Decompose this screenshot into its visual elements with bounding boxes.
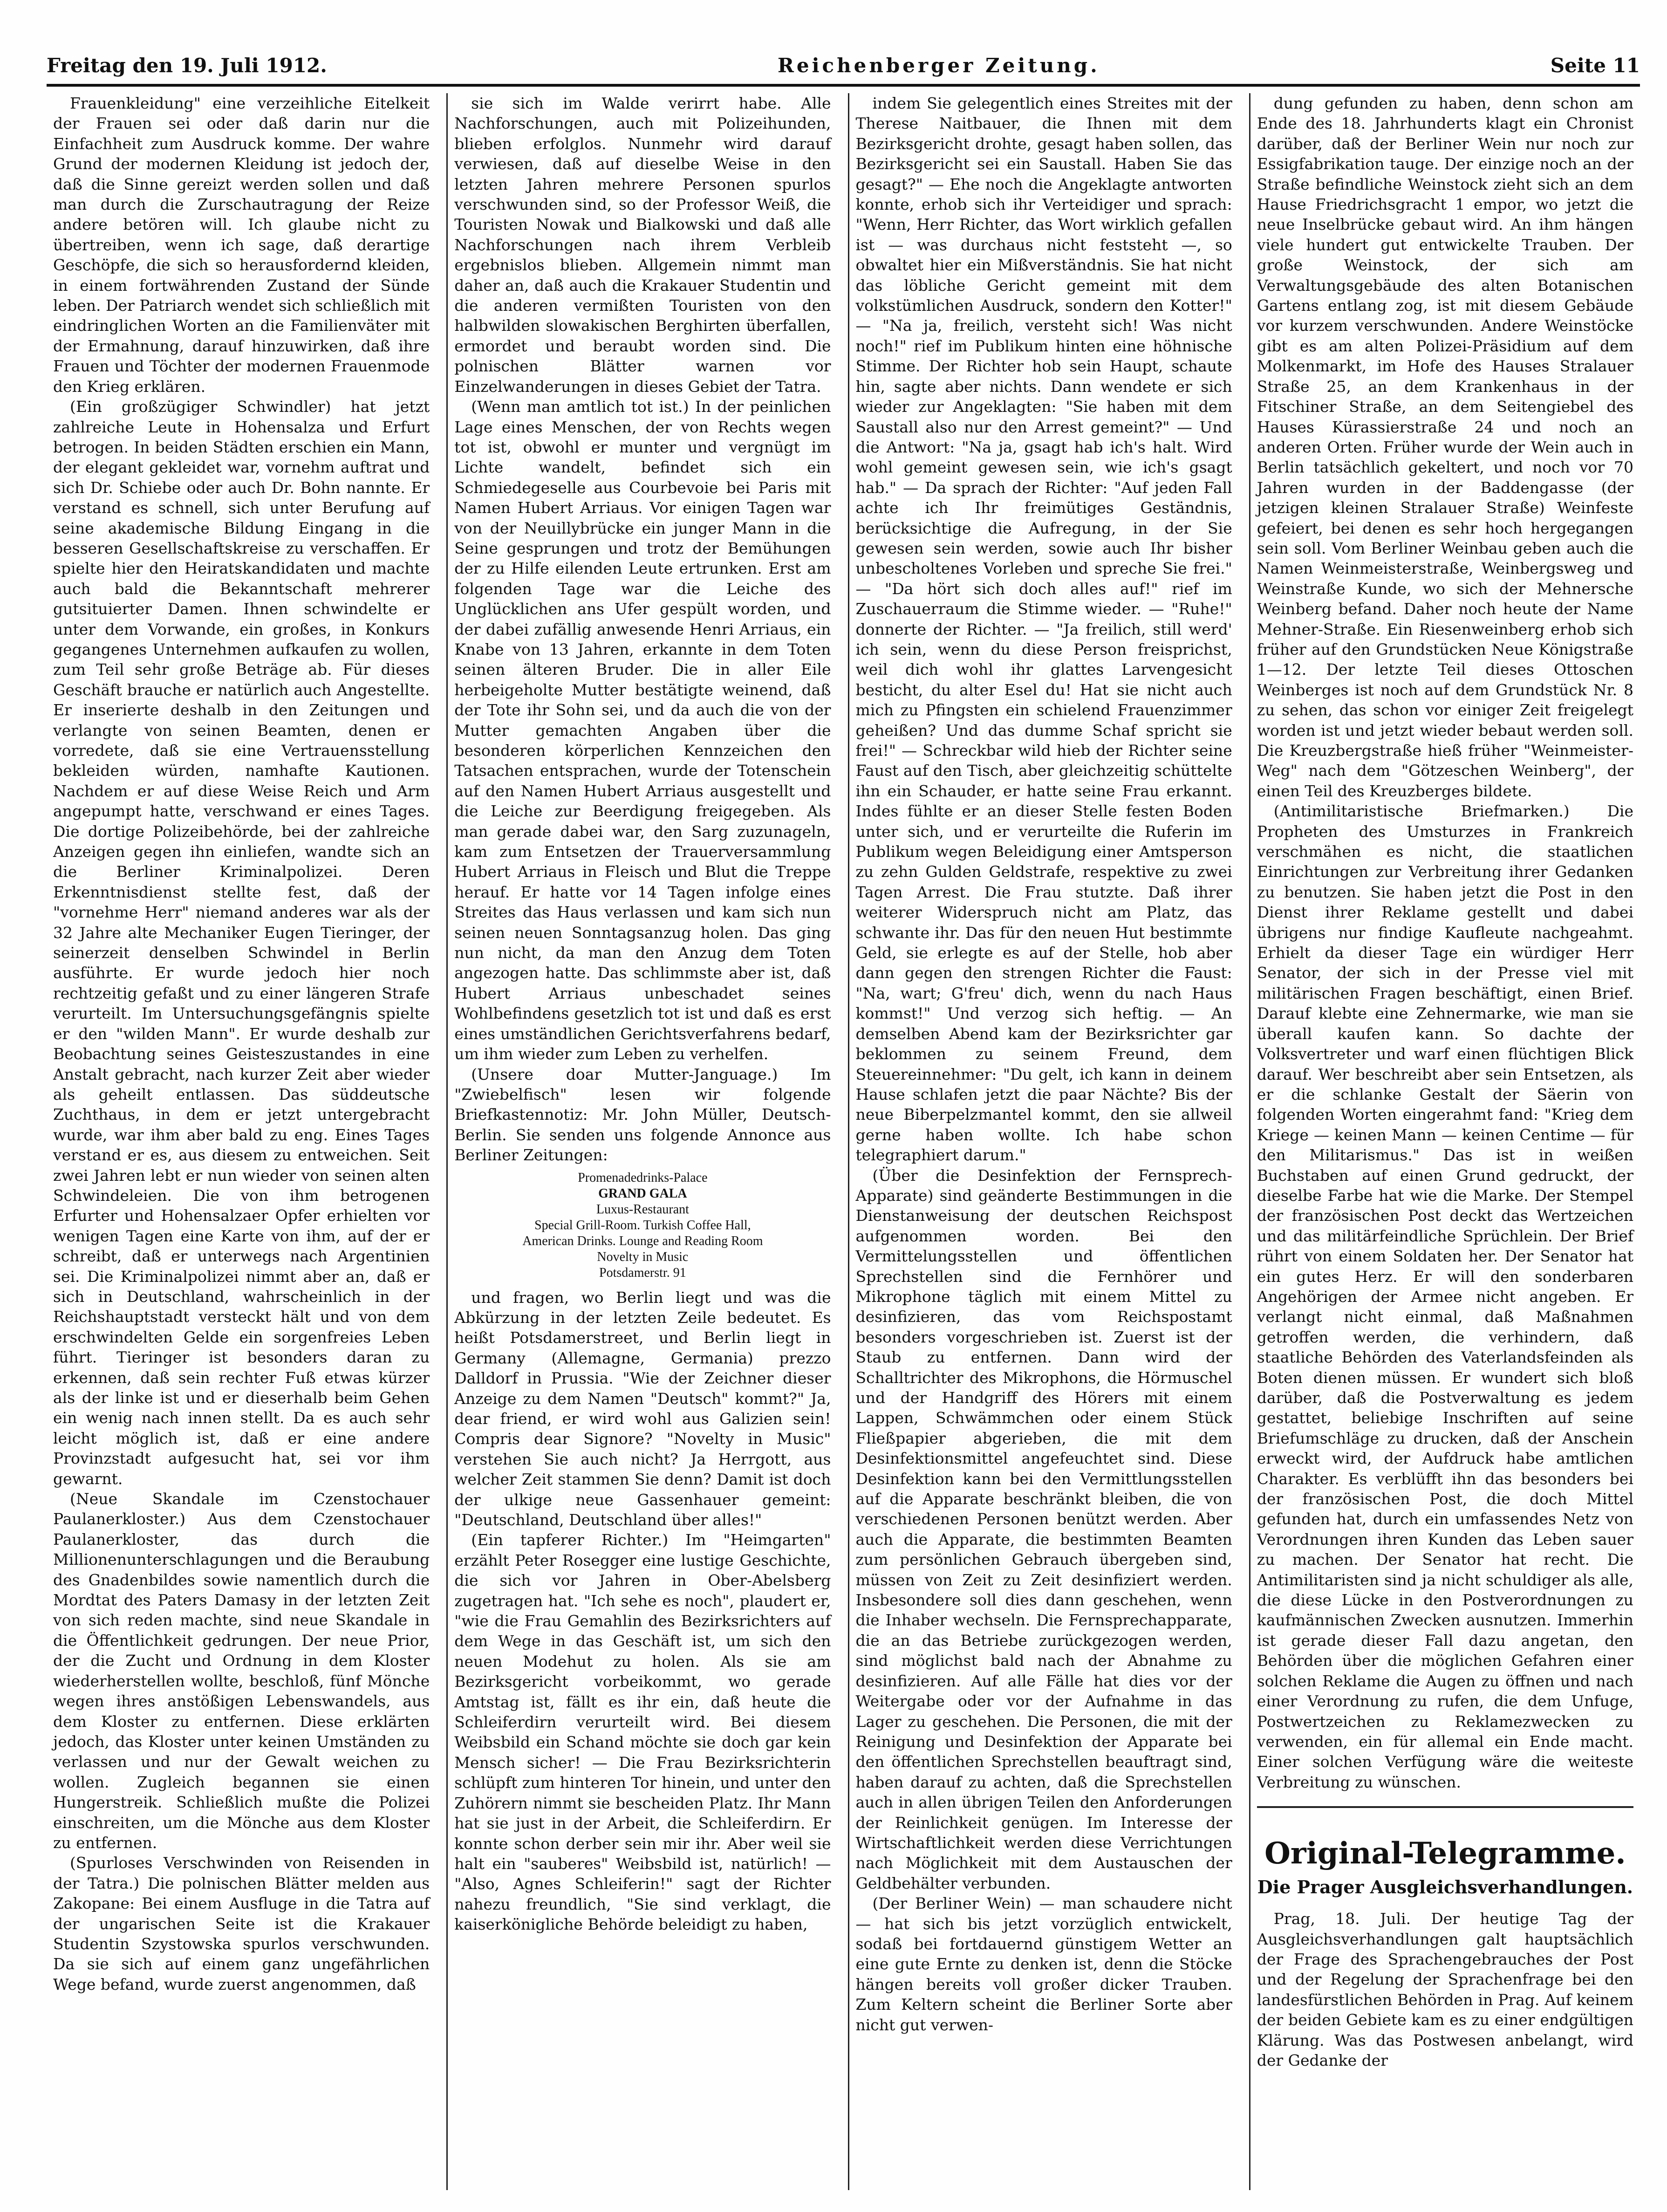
article-paragraph: (Neue Skandale im Czenstochauer Paulanerkloster.) Aus dem Czenstochauer Paulanerkloster, das durch die Millionenunterschlagungen und die Beraubung des Gnadenbildes sowie namentlich durch die Mordtat des Paters Damasy in der letzten Zeit von sich reden machte, sind neue Skandale in die Öffentlichkeit gedrungen. Der neue Prior, der die Zucht und Ordnung in dem Kloster wiederherstellen wollte, beschloß, fünf Mönche wegen ihres anstößigen Lebenswandels, aus dem Kloster zu entfernen. Diese erklärten jedoch, das Kloster unter keinen Umständen zu verlassen und nur der Gewalt weichen zu wollen. Zugleich begannen sie einen Hungerstreik. Schließlich mußte die Polizei einschreiten, um die Mönche aus dem Kloster zu entfernen. — [53, 1490, 430, 1852]
header-masthead: Reichenberger Zeitung. — [777, 54, 1100, 77]
column-2 — [446, 93, 837, 2190]
article-paragraph: Frauenkleidung" eine verzeihliche Eitelkeit der Frauen sei oder daß darin nur die Einfachheit zum Ausdruck komme. Der wahre Grund der modernen Kleidung ist jedoch der, daß die Sinne gereizt werden sollen und daß man durch die Zurschautragung der Reize andere betören will. Ich glaube nicht zu übertreiben, wenn ich sage, daß derartige Geschöpfe, die sich so herausfordernd kleiden, in einem fortwährenden Zustand der Sünde leben. Der Patriarch wendet sich schließlich mit eindringlichen Worten an die Familienväter mit der Ermahnung, darauf hinzuwirken, daß ihre Frauen und Töchter der modernen Frauenmode den Krieg erklären. — [53, 94, 430, 396]
section-title: Original-Telegramme. — [1264, 1836, 1626, 1871]
ad-line: Potsdamerstr. 91 — [599, 1265, 686, 1280]
ad-line: Novelty in Music — [597, 1249, 689, 1264]
header-date: Freitag den 19. Juli 1912. — [47, 54, 327, 77]
article-columns — [47, 93, 1640, 2190]
article-paragraph: (Über die Desinfektion der Fernsprech-Apparate) sind geänderte Bestimmungen in die Dienstanweisung der deutschen Reichspost aufgenommen worden. Bei den Vermittelungsstellen und öffentlichen Sprechstellen sind die Fernhörer und Mikrophone täglich mit einem Mittel zu desinfizieren, das vom Reichspostamt besonders vorgeschrieben ist. Zuerst ist der Staub zu entfernen. Dann wird der Schalltrichter des Mikrophons, die Hörmuschel und der Handgriff des Hörers mit einem Lappen, Schwämmchen oder einem Stück Fließpapier abgerieben, die mit dem Desinfektionsmittel angefeuchtet sind. Diese Desinfektion kann bei den Vermittlungsstellen auf die Apparate beschränkt bleiben, die von verschiedenen Personen benützt werden. Aber auch die Apparate, die bestimmten Beamten zum persönlichen Gebrauch übergeben sind, müssen von Zeit zu Zeit desinfiziert werden. Insbesondere soll dies dann geschehen, wenn die Inhaber wechseln. Die Fernsprechapparate, die an das Betriebe zurückgezogen werden, sind möglichst bald nach der Abnahme zu desinfizieren. Auf alle Fälle hat dies vor der Weitergabe oder vor der Aufnahme in das Lager zu geschehen. Die Personen, die mit der Reinigung und Desinfektion der Apparate bei den öffentlichen Sprechstellen beauftragt sind, haben darauf zu achten, daß die Sprechstellen auch in allen übrigen Teilen den Anforderungen der Reinlichkeit genügen. Im Interesse der Wirtschaftlichkeit werden diese Verrichtungen nach Möglichkeit mit dem Austauschen der Geldbehälter verbunden. — [855, 1166, 1232, 1892]
article-paragraph: Prag, 18. Juli. Der heutige Tag der Ausgleichsverhandlungen galt hauptsächlich der Frage des Sprachengebrauches der Post und der Regelung der Sprachenfrage bei den landesfürstlichen Behörden in Prag. Auf keinem der beiden Gebiete kam es zu einer endgültigen Klärung. Was das Postwesen anbelangt, wird der Gedanke der — [1257, 1910, 1633, 2069]
ad-line: Promenadedrinks-Palace — [578, 1170, 708, 1185]
article-paragraph: und fragen, wo Berlin liegt und was die Abkürzung in der letzten Zeile bedeutet. Es heißt Potsdamerstreet, und Berlin liegt in Germany (Allemagne, Germania) prezzo Dalldorf in Prussia. "Wie der Zeichner dieser Anzeige zu dem Namen "Deutsch" kommt?" Ja, dear friend, er wird wohl aus Galizien sein! Compris dear Signore? "Novelty in Music" verstehen Sie auch nicht? Ja Herrgott, aus welcher Zeit stammen Sie denn? Damit ist doch der ulkige neue Gassenhauer gemeint: "Deutschland, Deutschland über alles!" — [454, 1288, 831, 1529]
section-divider — [1257, 1806, 1633, 1808]
advertisement-box — [473, 1170, 812, 1281]
article-paragraph: (Spurloses Verschwinden von Reisenden in der Tatra.) Die polnischen Blätter melden aus Zakopane: Bei einem Ausfluge in die Tatra auf der ungarischen Seite ist die Krakauer Studentin Szystowska spurlos verschwunden. Da sie sich auf einem ganz ungefährlichen Wege befand, wurde zuerst angenommen, daß — [53, 1854, 430, 1993]
section-subtitle: Die Prager Ausgleichsverhandlungen. — [1257, 1876, 1633, 1898]
ad-line: American Drinks. Lounge and Reading Room — [522, 1233, 763, 1248]
column-4 — [1249, 93, 1640, 2190]
article-paragraph: (Der Berliner Wein) — man schaudere nicht — hat sich bis jetzt vorzüglich entwickelt, sodaß bei fortdauernd günstigem Wetter an eine gute Ernte zu denken ist, denn die Stöcke hängen bereits voll großer dicker Trauben. Zum Keltern scheint die Berliner Sorte aber nicht gut verwen- — [855, 1894, 1232, 2034]
article-paragraph: (Ein tapferer Richter.) Im "Heimgarten" erzählt Peter Rosegger eine lustige Geschichte, die sich vor Jahren in Ober-Abelsberg zugetragen hat. "Ich sehe es noch", plaudert er, "wie die Frau Gemahlin des Bezirksrichters auf dem Wege in das Geschäft ist, um sich den neuen Modehut zu holen. Als sie am Bezirksgericht vorbeikommt, wo gerade Amtstag ist, fällt es ihr ein, daß heute die Schleiferdirn verurteilt wird. Bei diesem Weibsbild ein Schand möchte sie doch gar kein Mensch sicher! — Die Frau Bezirksrichterin schlüpft zum hinteren Tor hinein, und unter den Zuhörern nimmt sie bescheiden Platz. Ihr Mann hat sie just in der Arbeit, die Schleiferdirn. Er konnte schon derber sein mir ihr. Aber weil sie halt ein "sauberes" Weibsbild ist, natürlich! — "Also, Agnes Schleiferin!" sagt der Richter nahezu freundlich, "Sie sind verklagt, die kaiserkönigliche Behörde beleidigt zu haben, — [454, 1531, 831, 1934]
article-paragraph: indem Sie gelegentlich eines Streites mit der Therese Naitbauer, die Ihnen mit dem Bezirksgericht drohte, gesagt haben sollen, das Bezirksgericht sei ein Saustall. Haben Sie das gesagt?" — Ehe noch die Angeklagte antworten konnte, erhob sich ihr Verteidiger und sprach: "Wenn, Herr Richter, das Wort wirklich gefallen ist — was durchaus nicht feststeht —, so obwaltet hier ein Mißverständnis. Sie hat nicht das löbliche Gericht gemeint mit dem volkstümlichen Ausdruck, sondern den Kotter!" — "Na ja, freilich, versteht sich! Was nicht noch!" rief im Publikum hinten eine höhnische Stimme. Der Richter hob sein Haupt, schaute hin, sagte aber nichts. Dann wendete er sich wieder zur Angeklagten: "Sie haben mit dem Saustall also nur den Arrest gemeint?" — Und die Antwort: "Na ja, gsagt hab ich's halt. Wird wohl gemeint gewesen sein, wie ich's gsagt hab." — Da sprach der Richter: "Auf jeden Fall achte ich Ihr freimütiges Geständnis, berücksichtige die Aufregung, in der Sie gewesen sein werden, sowie auch Ihr bisher unbescholtenes Vorleben und spreche Sie frei." — "Da hört sich doch alles auf!" rief im Zuschauerraum die Stimme wieder. — "Ruhe!" donnerte der Richter. — "Ja freilich, still werd' ich sein, wenn du diese Person freisprichst, weil dich wohl ihr glattes Larvengesicht besticht, du alter Esel du! Hat sie nicht auch mich zu Pfingsten ein schielend Frauenzimmer geheißen? Und das dumme Schaf spricht sie frei!" — Schreckbar wild hieb der Richter seine Faust auf den Tisch, aber gleichzeitig schüttelte ihn ein Schauder, er hatte seine Frau erkannt. Indes fühlte er an dieser Stelle festen Boden unter sich, und er verurteilte die Ruferin im Publikum wegen Beleidigung einer Amtsperson zu zehn Gulden Geldstrafe, respektive zu zwei Tagen Arrest. Die Frau stutzte. Daß ihrer weiterer Widerspruch nicht am Platz, das schwante ihr. Das für den neuen Hut bestimmte Geld, sie erlegte es auf der Stelle, hob aber dann gegen den strengen Richter die Faust: "Na, wart; G'freu' dich, wenn du nach Haus kommst!" Und verzog sich heftig. — An demselben Abend kam der Bezirksrichter gar beklommen zu seinem Freund, dem Steuereinnehmer: "Du gelt, ich kann in deinem Hause schlafen jetzt die paar Nächte? Bis der neue Biberpelzmantel kommt, den sie allweil gerne haben wollte. Ich habe schon telegraphiert darum." — [855, 94, 1232, 1164]
column-3 — [848, 93, 1239, 2190]
article-paragraph: dung gefunden zu haben, denn schon am Ende des 18. Jahrhunderts klagt ein Chronist darüber, daß der Berliner Wein nur noch zur Essigfabrikation tauge. Der einzige noch an der Straße befindliche Weinstock zieht sich an dem Hause Friedrichsgracht 1 empor, wo jetzt die neue Inselbrücke gebaut wird. An ihm hängen viele hundert gut entwickelte Trauben. Der große Weinstock, der sich am Verwaltungsgebäude des alten Botanischen Gartens entlang zog, ist mit diesem Gebäude vor kurzem verschwunden. Andere Weinstöcke gibt es am alten Polizei-Präsidium auf dem Molkenmarkt, im Hofe des Hauses Stralauer Straße 25, an dem Krankenhaus in der Fitschiner Straße, an dem Seitengiebel des Hauses Kürassierstraße 24 und noch an anderen Orten. Früher wurde der Wein auch in Berlin tatsächlich gekeltert, und noch vor 70 Jahren wurden in der Baddengasse (der jetzigen kleinen Stralauer Straße) Weinfeste gefeiert, bei denen es sehr hoch hergegangen sein soll. Vom Berliner Weinbau geben auch die Namen Weinmeisterstraße, Weinbergsweg und Weinstraße Kunde, wo sich der Mehnersche Weinberg befand. Daher noch heute der Name Mehner-Straße. Ein Riesenweinberg erhob sich früher auf den Grundstücken Neue Königstraße 1—12. Der letzte Teil dieses Ottoschen Weinberges ist noch auf dem Grundstück Nr. 8 zu sehen, das schon vor einiger Zeit freigelegt worden ist und jetzt wieder bebaut werden soll. Die Kreuzbergstraße hieß früher "Weinmeister-Weg" nach dem "Götzeschen Weinberg", der einen Teil des Kreuzberges bildete. — [1257, 94, 1633, 800]
ad-line: Luxus-Restaurant — [596, 1202, 689, 1217]
article-paragraph: (Ein großzügiger Schwindler) hat jetzt zahlreiche Leute in Hohensalza und Erfurt betrogen. In beiden Städten erschien ein Mann, der elegant gekleidet war, vornehm auftrat und sich Dr. Schiebe oder auch Dr. Bohn nannte. Er verstand es schnell, sich unter Berufung auf seine akademische Bildung Eingang in die besseren Gesellschaftskreise zu verschaffen. Er spielte hier den Heiratskandidaten und machte auch bald die Bekanntschaft mehrerer gutsituierter Damen. Ihnen schwindelte er unter dem Vorwande, ein großes, in Konkurs gegangenes Unternehmen aufkaufen zu wollen, zum Teil sehr große Beträge ab. Für dieses Geschäft brauche er natürlich auch Angestellte. Er inserierte deshalb in den Zeitungen und verlangte von seinen Beamten, denen er vorredete, daß sie eine Vertrauensstellung bekleiden würden, namhafte Kautionen. Nachdem er auf diese Weise Reich und Arm angepumpt hatte, verschwand er eines Tages. Die dortige Polizeibehörde, bei der zahlreiche Anzeigen gegen ihn einliefen, wandte sich an die Berliner Kriminalpolizei. Deren Erkenntnisdienst stellte fest, daß der "vornehme Herr" niemand anderes war als der 32 Jahre alte Mechaniker Eugen Tieringer, der seinerzeit denselben Schwindel in Berlin ausführte. Er wurde jedoch hier noch rechtzeitig gefaßt und zu einer längeren Strafe verurteilt. Im Untersuchungsgefängnis spielte er den "wilden Mann". Er wurde deshalb zur Beobachtung seines Geisteszustandes in eine Anstalt gebracht, nach kurzer Zeit aber wieder als geheilt entlassen. Das süddeutsche Zuchthaus, in dem er jetzt untergebracht wurde, war ihm aber bald zu eng. Eines Tages verstand er es, aus diesem zu entweichen. Seit zwei Jahren lebt er nun wieder von seinen alten Schwindeleien. Die von ihm betrogenen Erfurter und Hohensalzaer Opfer erhielten vor wenigen Tagen eine Karte von ihm, auf der er schreibt, daß er unterwegs nach Argentinien sei. Die Kriminalpolizei nimmt aber an, daß er sich in Deutschland, wahrscheinlich in der Reichshauptstadt versteckt hält und von dem erschwindelten Gelde ein sorgenfreies Leben führt. Tieringer ist besonders daran zu erkennen, daß sein rechter Fuß etwas kürzer als der linke ist und er dieserhalb beim Gehen ein wenig nach innen stellt. Da es auch sehr leicht möglich ist, daß er eine andere Provinzstadt aufgesucht hat, sei vor ihm gewarnt. — [53, 397, 430, 1488]
header-page-number: Seite 11 — [1550, 54, 1640, 77]
article-paragraph: (Wenn man amtlich tot ist.) In der peinlichen Lage eines Menschen, der von Rechts wegen tot ist, obwohl er munter und vergnügt im Lichte wandelt, befindet sich ein Schmiedegeselle aus Courbevoie bei Paris mit Namen Hubert Arriaus. Vor einigen Tagen war von der Neuillybrücke ein junger Mann in die Seine gesprungen und trotz der Bemühungen der zu Hilfe eilenden Leute ertrunken. Erst am folgenden Tage war die Leiche des Unglücklichen ans Ufer gespült worden, und der dabei zufällig anwesende Henri Arriaus, ein Knabe von 13 Jahren, erkannte in dem Toten seinen älteren Bruder. Die in aller Eile herbeigeholte Mutter bestätigte weinend, daß der Tote ihr Sohn sei, und da auch die von der Mutter gemachten Angaben über die besonderen körperlichen Kennzeichen den Tatsachen entsprachen, wurde der Totenschein auf den Namen Hubert Arriaus ausgestellt und die Leiche zur Beerdigung freigegeben. Als man gerade dabei war, den Sarg zuzunageln, kam zum Entsetzen der Trauerversammlung Hubert Arriaus in Fleisch und Blut die Treppe herauf. Er hatte vor 14 Tagen infolge eines Streites das Haus verlassen und kam sich nun seinen neuen Sonntagsanzug holen. Das ging nun nicht, da man den Anzug dem Toten angezogen hatte. Das schlimmste aber ist, daß Hubert Arriaus unbeschadet seines Wohlbefindens gesetzlich tot ist und daß es erst eines umständlichen Gerichtsverfahrens bedarf, um ihm wieder zum Leben zu verhelfen. — [454, 397, 831, 1063]
article-paragraph: (Antimilitaristische Briefmarken.) Die Propheten des Umsturzes in Frankreich verschmähen es nicht, die staatlichen Einrichtungen zur Verbreitung ihrer Gedanken zu benutzen. Sie haben jetzt die Post in den Dienst ihrer Reklame gestellt und dabei übrigens nur findige Kaufleute nachgeahmt. Erhielt da dieser Tage ein würdiger Herr Senator, der sich in der Presse viel mit militärischen Fragen beschäftigt, einen Brief. Darauf klebte eine Zehnermarke, wie man sie überall kaufen kann. So dachte der Volksvertreter und warf einen flüchtigen Blick darauf. Wer beschreibt aber sein Entsetzen, als er die schlanke Gestalt der Säerin von folgenden Worten eingerahmt fand: "Krieg dem Kriege — keinen Mann — keinen Centime — für den Militarismus." Das ist in weißen Buchstaben auf einen Grund gedruckt, der dieselbe Farbe hat wie die Marke. Der Stempel der französischen Post deckt das Wertzeichen und das militärfeindliche Sprüchlein. Der Brief rührt von einem Soldaten her. Der Senator hat ein gutes Herz. Er will den sonderbaren Angehörigen der Armee nicht angeben. Er verlangt nicht einmal, daß Maßnahmen getroffen werden, die verhindern, daß staatliche Behörden des Vaterlandsfeinden als Boten dienen müssen. Er wundert sich bloß darüber, daß die Postverwaltung es jedem gestattet, beliebige Inschriften auf seine Briefumschläge zu drucken, daß der Anschein erweckt wird, der Aufdruck habe amtlichen Charakter. Es verblüfft ihn das besonders bei der französischen Post, die doch Mittel gefunden hat, durch ein umfassendes Netz von Verordnungen ihren Kunden das Leben sauer zu machen. Der Senator hat recht. Die Antimilitaristen sind ja nicht schuldiger als alle, die diese Lücke in den Postverordnungen zu kaufmännischen Zwecken ausnutzen. Immerhin ist gerade dieser Fall dazu angetan, den Behörden über die möglichen Gefahren einer solchen Reklame die Augen zu öffnen und nach einer Verordnung zu rufen, die dem Unfuge, Postwertzeichen zu Reklamezwecken zu verwenden, ein für allemal ein Ende macht. Einer solchen Verfügung wäre die weiteste Verbreitung zu wünschen. — [1257, 802, 1633, 1791]
column-1 — [47, 93, 436, 2190]
ad-line: GRAND GALA — [598, 1186, 687, 1201]
article-paragraph: sie sich im Walde verirrt habe. Alle Nachforschungen, auch mit Polizeihunden, blieben erfolglos. Nunmehr wird darauf verwiesen, daß auf dieselbe Weise in den letzten Jahren mehrere Personen spurlos verschwunden sind, so der Professor Weiß, die Touristen Nowak und Bialkowski und daß alle Nachforschungen nach ihrem Verbleib ergebnislos blieben. Allgemein nimmt man daher an, daß auch die Krakauer Studentin und die anderen vermißten Touristen von den halbwilden slowakischen Berghirten überfallen, ermordet und beraubt worden sind. Die polnischen Blätter warnen vor Einzelwanderungen in dieses Gebiet der Tatra. — [454, 94, 831, 396]
article-paragraph: (Unsere doar Mutter-Janguage.) Im "Zwiebelfisch" lesen wir folgende Briefkastennotiz: Mr. John Müller, Deutsch-Berlin. Sie senden uns folgende Annonce aus Berliner Zeitungen: — [454, 1065, 831, 1164]
page-header — [47, 47, 1640, 87]
ad-line: Special Grill-Room. Turkish Coffee Hall, — [534, 1218, 751, 1233]
